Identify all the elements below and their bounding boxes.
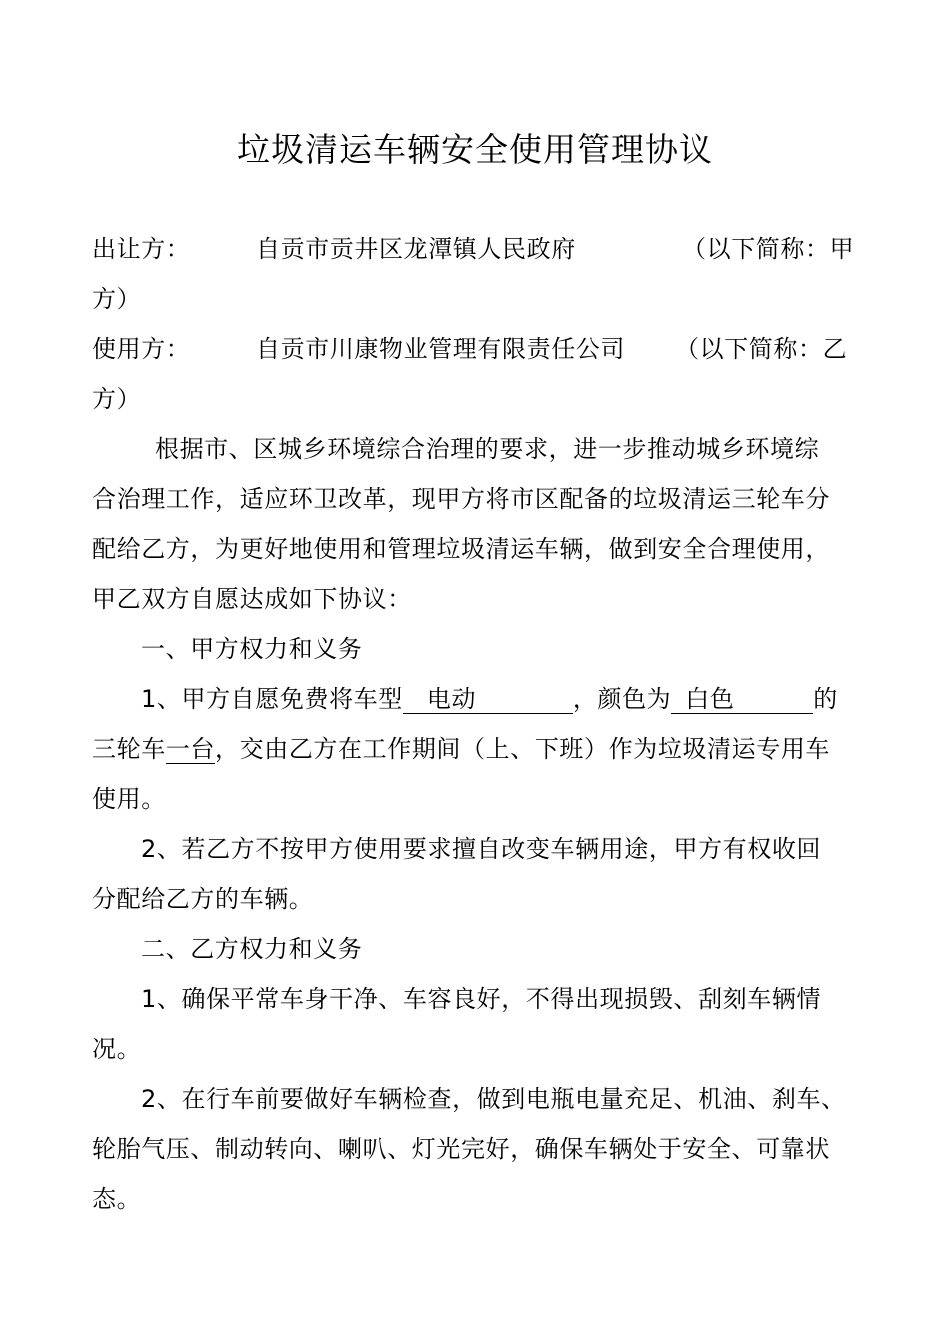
transferor-name: 自贡市贡井区龙潭镇人民政府 <box>256 235 576 263</box>
section2-clause1-line2: 况。 <box>92 1035 142 1063</box>
section1-clause1-line3: 使用。 <box>92 785 166 813</box>
vehicle-type-field: 电动 <box>403 685 573 714</box>
quantity-field: 一台 <box>165 735 216 763</box>
section1-clause1-line2 <box>92 732 830 766</box>
clause1-line2-suffix: ，交由乙方在工作期间（上、下班）作为垃圾清运专用车 <box>215 735 831 763</box>
user-line <box>92 332 872 366</box>
transferor-label: 出让方： <box>92 235 191 263</box>
user-abbr-cont: 方） <box>92 385 142 413</box>
user-label: 使用方： <box>92 335 191 363</box>
clause1-suffix: 的 <box>813 685 838 713</box>
section2-clause2-line3: 态。 <box>92 1185 142 1213</box>
intro-line-3: 配给乙方，为更好地使用和管理垃圾清运车辆，做到安全合理使用， <box>92 535 830 563</box>
clause1-mid: ，颜色为 <box>572 685 672 713</box>
intro-line-4: 甲乙双方自愿达成如下协议： <box>92 585 412 613</box>
section1-clause2-line1: 2、若乙方不按甲方使用要求擅自改变车辆用途，甲方有权收回 <box>141 835 822 863</box>
section1-clause2-line2: 分配给乙方的车辆。 <box>92 885 314 913</box>
section1-heading: 一、甲方权力和义务 <box>141 635 363 663</box>
section2-clause2-line2: 轮胎气压、制动转向、喇叭、灯光完好，确保车辆处于安全、可靠状 <box>92 1135 830 1163</box>
transferor-abbr: （以下简称：甲 <box>682 235 855 263</box>
section1-clause1-line1 <box>141 682 838 716</box>
section2-clause1-line1: 1、确保平常车身干净、车容良好，不得出现损毁、刮刻车辆情 <box>141 985 822 1013</box>
clause1-line2-prefix: 三轮车 <box>92 735 166 763</box>
transferor-abbr-cont: 方） <box>92 285 142 313</box>
clause1-prefix: 1、甲方自愿免费将车型 <box>141 685 403 713</box>
section2-heading: 二、乙方权力和义务 <box>141 935 363 963</box>
section2-clause2-line1: 2、在行车前要做好车辆检查，做到电瓶电量充足、机油、刹车、 <box>141 1085 846 1113</box>
user-abbr: （以下简称：乙 <box>675 335 848 363</box>
color-field: 白色 <box>671 685 813 714</box>
document-title: 垃圾清运车辆安全使用管理协议 <box>237 130 713 169</box>
intro-line-1: 根据市、区城乡环境综合治理的要求，进一步推动城乡环境综 <box>155 435 820 463</box>
transferor-line <box>92 232 872 266</box>
intro-line-2: 合治理工作，适应环卫改革，现甲方将市区配备的垃圾清运三轮车分 <box>92 485 830 513</box>
user-name: 自贡市川康物业管理有限责任公司 <box>256 335 625 363</box>
